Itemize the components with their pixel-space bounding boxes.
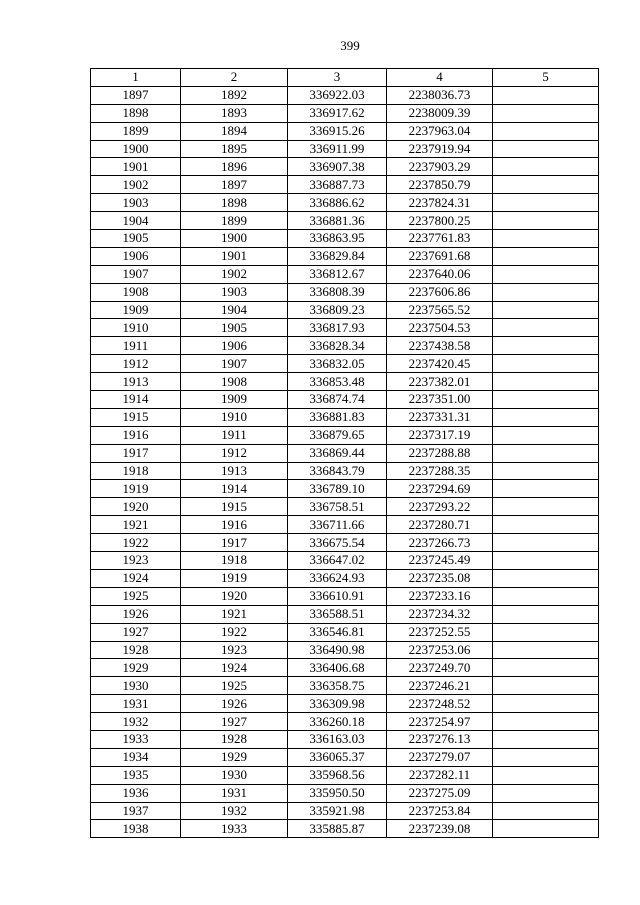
table-cell-col-1: 1921 [91, 516, 181, 534]
table-cell-col-5 [493, 283, 599, 301]
table-cell-col-4: 2237280.71 [387, 516, 493, 534]
table-cell-col-3: 336358.75 [288, 677, 387, 695]
column-header-1: 1 [91, 69, 181, 87]
table-row [91, 265, 599, 283]
table-cell-col-4: 2237850.79 [387, 176, 493, 194]
table-cell-col-1: 1924 [91, 569, 181, 587]
table-cell-col-3: 336758.51 [288, 498, 387, 516]
table-cell-col-5 [493, 158, 599, 176]
table-cell-col-4: 2237253.06 [387, 641, 493, 659]
table-cell-col-3: 336887.73 [288, 176, 387, 194]
table-cell-col-2: 1919 [181, 569, 288, 587]
table-cell-col-4: 2237903.29 [387, 158, 493, 176]
table-cell-col-5 [493, 373, 599, 391]
table-cell-col-4: 2237504.53 [387, 319, 493, 337]
table-cell-col-2: 1922 [181, 623, 288, 641]
table-cell-col-5 [493, 462, 599, 480]
table-cell-col-3: 336809.23 [288, 301, 387, 319]
table-cell-col-3: 336886.62 [288, 194, 387, 212]
table-cell-col-1: 1934 [91, 748, 181, 766]
table-cell-col-3: 336863.95 [288, 230, 387, 248]
table-cell-col-5 [493, 319, 599, 337]
table-cell-col-5 [493, 569, 599, 587]
table-cell-col-1: 1915 [91, 408, 181, 426]
table-row [91, 301, 599, 319]
table-cell-col-5 [493, 659, 599, 677]
table-cell-col-3: 335885.87 [288, 820, 387, 838]
table-cell-col-1: 1935 [91, 766, 181, 784]
table-cell-col-4: 2237919.94 [387, 140, 493, 158]
table-cell-col-1: 1907 [91, 265, 181, 283]
table-row [91, 677, 599, 695]
table-row [91, 569, 599, 587]
table-cell-col-4: 2237288.35 [387, 462, 493, 480]
table-cell-col-4: 2237254.97 [387, 713, 493, 731]
table-cell-col-1: 1899 [91, 122, 181, 140]
table-cell-col-3: 336309.98 [288, 695, 387, 713]
table-cell-col-2: 1910 [181, 408, 288, 426]
table-cell-col-1: 1937 [91, 802, 181, 820]
table-cell-col-5 [493, 444, 599, 462]
table-row [91, 462, 599, 480]
table-cell-col-3: 336065.37 [288, 748, 387, 766]
table-cell-col-3: 336163.03 [288, 730, 387, 748]
table-cell-col-1: 1906 [91, 247, 181, 265]
table-row [91, 730, 599, 748]
table-cell-col-4: 2237331.31 [387, 408, 493, 426]
coordinate-table [90, 68, 599, 838]
table-cell-col-4: 2237606.86 [387, 283, 493, 301]
table-cell-col-4: 2237293.22 [387, 498, 493, 516]
table-cell-col-1: 1910 [91, 319, 181, 337]
table-row [91, 534, 599, 552]
table-cell-col-4: 2237279.07 [387, 748, 493, 766]
table-cell-col-5 [493, 301, 599, 319]
table-cell-col-4: 2237248.52 [387, 695, 493, 713]
table-cell-col-3: 336406.68 [288, 659, 387, 677]
table-cell-col-2: 1932 [181, 802, 288, 820]
table-cell-col-5 [493, 498, 599, 516]
table-row [91, 373, 599, 391]
table-cell-col-2: 1896 [181, 158, 288, 176]
table-cell-col-4: 2237294.69 [387, 480, 493, 498]
coordinate-table-wrapper [90, 68, 599, 838]
table-row [91, 104, 599, 122]
table-cell-col-2: 1929 [181, 748, 288, 766]
column-header-3: 3 [288, 69, 387, 87]
table-cell-col-5 [493, 337, 599, 355]
column-header-5: 5 [493, 69, 599, 87]
table-cell-col-4: 2237234.32 [387, 605, 493, 623]
table-row [91, 713, 599, 731]
table-row [91, 355, 599, 373]
table-cell-col-3: 335950.50 [288, 784, 387, 802]
table-cell-col-3: 336828.34 [288, 337, 387, 355]
table-cell-col-2: 1912 [181, 444, 288, 462]
table-cell-col-2: 1902 [181, 265, 288, 283]
table-cell-col-2: 1911 [181, 426, 288, 444]
table-cell-col-4: 2237317.19 [387, 426, 493, 444]
table-cell-col-4: 2237420.45 [387, 355, 493, 373]
table-cell-col-4: 2237233.16 [387, 587, 493, 605]
table-cell-col-5 [493, 391, 599, 409]
table-cell-col-5 [493, 212, 599, 230]
table-cell-col-1: 1929 [91, 659, 181, 677]
table-cell-col-2: 1900 [181, 230, 288, 248]
table-cell-col-1: 1930 [91, 677, 181, 695]
table-cell-col-4: 2237824.31 [387, 194, 493, 212]
table-cell-col-3: 336874.74 [288, 391, 387, 409]
table-cell-col-5 [493, 122, 599, 140]
table-cell-col-3: 336490.98 [288, 641, 387, 659]
table-cell-col-4: 2237800.25 [387, 212, 493, 230]
table-cell-col-3: 336881.36 [288, 212, 387, 230]
table-cell-col-5 [493, 677, 599, 695]
table-cell-col-1: 1925 [91, 587, 181, 605]
table-row [91, 337, 599, 355]
table-cell-col-5 [493, 820, 599, 838]
table-row [91, 408, 599, 426]
table-cell-col-2: 1916 [181, 516, 288, 534]
table-row [91, 426, 599, 444]
table-cell-col-3: 336829.84 [288, 247, 387, 265]
table-cell-col-4: 2237438.58 [387, 337, 493, 355]
table-row [91, 391, 599, 409]
table-cell-col-3: 336808.39 [288, 283, 387, 301]
table-cell-col-2: 1933 [181, 820, 288, 838]
table-cell-col-2: 1913 [181, 462, 288, 480]
table-row [91, 86, 599, 104]
table-cell-col-5 [493, 355, 599, 373]
table-cell-col-2: 1920 [181, 587, 288, 605]
table-cell-col-5 [493, 426, 599, 444]
table-cell-col-5 [493, 140, 599, 158]
table-cell-col-1: 1919 [91, 480, 181, 498]
table-cell-col-4: 2237282.11 [387, 766, 493, 784]
table-cell-col-1: 1923 [91, 552, 181, 570]
table-cell-col-4: 2237235.08 [387, 569, 493, 587]
table-cell-col-2: 1926 [181, 695, 288, 713]
table-cell-col-5 [493, 176, 599, 194]
table-cell-col-4: 2237761.83 [387, 230, 493, 248]
table-row [91, 748, 599, 766]
table-row [91, 444, 599, 462]
table-cell-col-2: 1904 [181, 301, 288, 319]
table-row [91, 176, 599, 194]
table-cell-col-1: 1901 [91, 158, 181, 176]
table-row [91, 641, 599, 659]
table-cell-col-5 [493, 641, 599, 659]
table-cell-col-4: 2237245.49 [387, 552, 493, 570]
table-cell-col-4: 2237276.13 [387, 730, 493, 748]
table-cell-col-1: 1902 [91, 176, 181, 194]
table-row [91, 283, 599, 301]
table-row [91, 802, 599, 820]
table-cell-col-1: 1928 [91, 641, 181, 659]
table-cell-col-1: 1913 [91, 373, 181, 391]
table-cell-col-1: 1898 [91, 104, 181, 122]
table-cell-col-5 [493, 766, 599, 784]
table-cell-col-1: 1909 [91, 301, 181, 319]
table-cell-col-4: 2237351.00 [387, 391, 493, 409]
table-cell-col-1: 1911 [91, 337, 181, 355]
table-cell-col-1: 1920 [91, 498, 181, 516]
page-number: 399 [340, 38, 360, 53]
table-cell-col-2: 1907 [181, 355, 288, 373]
table-cell-col-1: 1904 [91, 212, 181, 230]
table-cell-col-5 [493, 784, 599, 802]
table-cell-col-3: 336624.93 [288, 569, 387, 587]
table-cell-col-3: 336711.66 [288, 516, 387, 534]
table-body [91, 86, 599, 837]
table-cell-col-1: 1916 [91, 426, 181, 444]
table-cell-col-3: 336675.54 [288, 534, 387, 552]
table-cell-col-2: 1895 [181, 140, 288, 158]
table-cell-col-2: 1892 [181, 86, 288, 104]
table-cell-col-3: 336917.62 [288, 104, 387, 122]
table-cell-col-4: 2237565.52 [387, 301, 493, 319]
table-cell-col-4: 2237640.06 [387, 265, 493, 283]
table-cell-col-1: 1897 [91, 86, 181, 104]
table-cell-col-3: 336853.48 [288, 373, 387, 391]
table-cell-col-3: 336588.51 [288, 605, 387, 623]
table-cell-col-5 [493, 730, 599, 748]
table-cell-col-1: 1931 [91, 695, 181, 713]
table-cell-col-5 [493, 265, 599, 283]
table-cell-col-3: 336789.10 [288, 480, 387, 498]
table-cell-col-4: 2237288.88 [387, 444, 493, 462]
table-cell-col-4: 2237252.55 [387, 623, 493, 641]
table-cell-col-5 [493, 86, 599, 104]
table-row [91, 480, 599, 498]
table-cell-col-5 [493, 516, 599, 534]
table-row [91, 820, 599, 838]
table-cell-col-1: 1932 [91, 713, 181, 731]
table-row [91, 766, 599, 784]
table-cell-col-2: 1918 [181, 552, 288, 570]
table-cell-col-5 [493, 748, 599, 766]
table-cell-col-2: 1897 [181, 176, 288, 194]
table-cell-col-4: 2237249.70 [387, 659, 493, 677]
table-cell-col-2: 1923 [181, 641, 288, 659]
table-cell-col-2: 1901 [181, 247, 288, 265]
table-cell-col-2: 1931 [181, 784, 288, 802]
table-cell-col-1: 1918 [91, 462, 181, 480]
table-cell-col-5 [493, 247, 599, 265]
table-row [91, 784, 599, 802]
table-cell-col-5 [493, 230, 599, 248]
table-cell-col-1: 1936 [91, 784, 181, 802]
table-cell-col-2: 1917 [181, 534, 288, 552]
table-cell-col-1: 1903 [91, 194, 181, 212]
table-cell-col-1: 1908 [91, 283, 181, 301]
table-cell-col-1: 1905 [91, 230, 181, 248]
table-cell-col-5 [493, 623, 599, 641]
column-header-2: 2 [181, 69, 288, 87]
table-row [91, 695, 599, 713]
table-cell-col-2: 1915 [181, 498, 288, 516]
table-cell-col-2: 1894 [181, 122, 288, 140]
table-cell-col-2: 1903 [181, 283, 288, 301]
table-cell-col-1: 1914 [91, 391, 181, 409]
table-row [91, 498, 599, 516]
table-cell-col-3: 335921.98 [288, 802, 387, 820]
table-cell-col-3: 336869.44 [288, 444, 387, 462]
table-row [91, 212, 599, 230]
table-cell-col-4: 2237239.08 [387, 820, 493, 838]
table-cell-col-5 [493, 552, 599, 570]
table-row [91, 230, 599, 248]
table-row [91, 122, 599, 140]
table-row [91, 552, 599, 570]
table-cell-col-1: 1912 [91, 355, 181, 373]
table-cell-col-1: 1926 [91, 605, 181, 623]
table-cell-col-2: 1905 [181, 319, 288, 337]
table-row [91, 623, 599, 641]
table-row [91, 319, 599, 337]
table-cell-col-1: 1938 [91, 820, 181, 838]
table-row [91, 194, 599, 212]
table-cell-col-2: 1899 [181, 212, 288, 230]
table-cell-col-4: 2237963.04 [387, 122, 493, 140]
table-cell-col-3: 336610.91 [288, 587, 387, 605]
table-cell-col-1: 1900 [91, 140, 181, 158]
column-header-4: 4 [387, 69, 493, 87]
table-cell-col-3: 335968.56 [288, 766, 387, 784]
table-cell-col-4: 2237266.73 [387, 534, 493, 552]
table-cell-col-3: 336881.83 [288, 408, 387, 426]
table-cell-col-5 [493, 480, 599, 498]
table-row [91, 659, 599, 677]
table-cell-col-2: 1906 [181, 337, 288, 355]
table-cell-col-5 [493, 587, 599, 605]
table-cell-col-4: 2238036.73 [387, 86, 493, 104]
table-row [91, 516, 599, 534]
table-cell-col-5 [493, 605, 599, 623]
table-cell-col-2: 1927 [181, 713, 288, 731]
table-cell-col-2: 1909 [181, 391, 288, 409]
table-cell-col-5 [493, 802, 599, 820]
table-cell-col-3: 336832.05 [288, 355, 387, 373]
table-cell-col-4: 2237382.01 [387, 373, 493, 391]
table-cell-col-2: 1898 [181, 194, 288, 212]
table-cell-col-3: 336260.18 [288, 713, 387, 731]
header-row [91, 69, 599, 87]
table-cell-col-2: 1921 [181, 605, 288, 623]
table-row [91, 158, 599, 176]
table-cell-col-5 [493, 408, 599, 426]
table-cell-col-2: 1925 [181, 677, 288, 695]
table-cell-col-3: 336879.65 [288, 426, 387, 444]
table-cell-col-2: 1928 [181, 730, 288, 748]
table-cell-col-2: 1908 [181, 373, 288, 391]
table-cell-col-2: 1893 [181, 104, 288, 122]
table-cell-col-3: 336812.67 [288, 265, 387, 283]
table-cell-col-3: 336647.02 [288, 552, 387, 570]
table-cell-col-4: 2237253.84 [387, 802, 493, 820]
table-cell-col-4: 2237275.09 [387, 784, 493, 802]
table-cell-col-4: 2237691.68 [387, 247, 493, 265]
table-cell-col-4: 2237246.21 [387, 677, 493, 695]
table-row [91, 587, 599, 605]
table-cell-col-5 [493, 194, 599, 212]
table-header [91, 69, 599, 87]
table-cell-col-4: 2238009.39 [387, 104, 493, 122]
table-cell-col-3: 336546.81 [288, 623, 387, 641]
table-cell-col-3: 336817.93 [288, 319, 387, 337]
table-row [91, 140, 599, 158]
table-cell-col-2: 1924 [181, 659, 288, 677]
table-cell-col-5 [493, 695, 599, 713]
table-cell-col-5 [493, 534, 599, 552]
table-cell-col-2: 1914 [181, 480, 288, 498]
table-cell-col-1: 1927 [91, 623, 181, 641]
table-row [91, 605, 599, 623]
table-cell-col-2: 1930 [181, 766, 288, 784]
table-cell-col-3: 336915.26 [288, 122, 387, 140]
table-cell-col-1: 1922 [91, 534, 181, 552]
table-row [91, 247, 599, 265]
table-cell-col-5 [493, 713, 599, 731]
table-cell-col-3: 336843.79 [288, 462, 387, 480]
table-cell-col-3: 336922.03 [288, 86, 387, 104]
table-cell-col-1: 1917 [91, 444, 181, 462]
table-cell-col-3: 336907.38 [288, 158, 387, 176]
table-cell-col-3: 336911.99 [288, 140, 387, 158]
table-cell-col-5 [493, 104, 599, 122]
table-cell-col-1: 1933 [91, 730, 181, 748]
